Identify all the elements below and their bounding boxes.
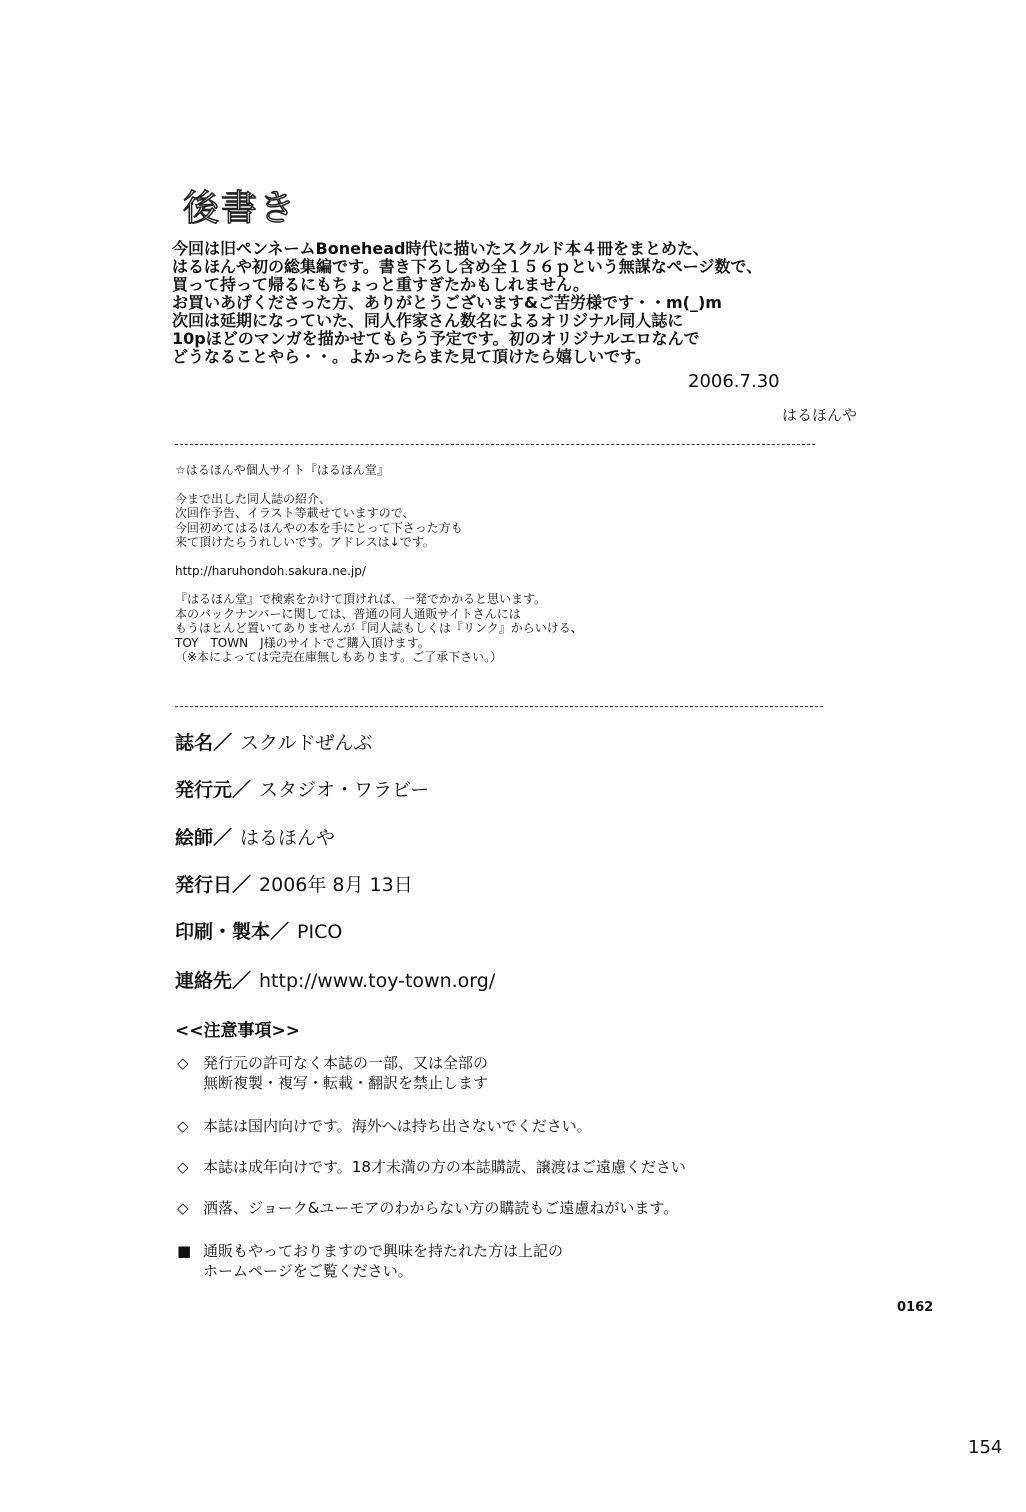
afterword-line: お買いあげくださった方、ありがとうございます&ご苦労様です・・m(_)m (172, 293, 722, 312)
diamond-icon: ◇ (177, 1158, 189, 1176)
site-url[interactable]: http://haruhondoh.sakura.ne.jp/ (175, 563, 366, 578)
notice-item (177, 1157, 686, 1177)
colophon-label: 発行日／ (175, 874, 252, 896)
colophon-contact-row (175, 966, 495, 993)
site-note-line: 本のバックナンバーに関しては、普通の同人通販サイトさんには (175, 606, 521, 621)
notice-item (177, 1198, 678, 1218)
afterword-line: どうなることやら・・。よかったらまた見て頂けたら嬉しいです。 (172, 347, 651, 366)
afterword-date: 2006.7.30 (688, 371, 780, 392)
colophon-artist-row (175, 823, 335, 850)
notice-line: 洒落、ジョーク&ユーモアのわからない方の購読もご遠慮ねがいます。 (203, 1199, 679, 1217)
notice-item (177, 1241, 563, 1281)
notice-line: 本誌は国内向けです。海外へは持ち出さないでください。 (203, 1117, 592, 1135)
afterword-line: はるほんや初の総集編です。書き下ろし含め全１５６ｐという無謀なページ数で、 (172, 257, 763, 276)
colophon-value: スクルドぜんぶ (240, 732, 373, 754)
notices-heading: <<注意事項>> (175, 1021, 300, 1041)
diamond-icon: ◇ (177, 1054, 189, 1072)
site-note-line: TOY TOWN J様のサイトでご購入頂けます。 (175, 635, 430, 650)
divider (175, 706, 823, 707)
colophon-publisher-row (175, 775, 429, 802)
afterword-title: 後書き (183, 188, 298, 229)
colophon-value: 2006年 8月 13日 (259, 874, 413, 896)
site-intro-line: 来て頂けたらうれしいです。アドレスは↓です。 (175, 535, 435, 549)
colophon-printer-row (175, 917, 342, 944)
divider (175, 444, 815, 445)
site-intro-line: 今回初めてはるほんやの本を手にとって下さった方も (175, 520, 463, 535)
site-heading: ☆はるほんや個人サイト『はるほん堂』 (175, 463, 389, 477)
colophon-label: 発行元／ (175, 779, 252, 801)
colophon-label: 印刷・製本／ (175, 921, 290, 943)
site-note-line: 『はるほん堂』で検索をかけて頂ければ、一発でかかると思います。 (175, 592, 547, 606)
page-number: 154 (968, 1437, 1003, 1458)
site-note-line: もうほとんど置いてありませんが『同人誌もしくは『リンク』からいける、 (175, 621, 583, 635)
afterword-line: 次回は延期になっていた、同人作家さん数名によるオリジナル同人誌に (172, 311, 684, 330)
notice-line: 無断複製・複写・転載・翻訳を禁止します (203, 1074, 489, 1092)
afterword-line: 10pほどのマンガを描かせてもらう予定です。初のオリジナルエロなんで (172, 329, 700, 348)
colophon-label: 連絡先／ (175, 970, 252, 992)
notice-line: 発行元の許可なく本誌の一部、又は全部の (203, 1054, 489, 1072)
notice-item (177, 1116, 592, 1136)
square-icon: ■ (177, 1242, 192, 1260)
colophon-date-row (175, 870, 413, 897)
site-note-line: （※本によっては完売在庫無しもあります。ご了承下さい。） (175, 650, 503, 664)
notice-line: ホームページをご覧ください。 (203, 1262, 413, 1280)
notice-line: 通販もやっておりますので興味を持たれた方は上記の (203, 1242, 564, 1260)
colophon-label: 誌名／ (175, 732, 233, 754)
colophon-value[interactable]: http://www.toy-town.org/ (259, 970, 496, 992)
colophon-value: スタジオ・ワラビー (259, 779, 430, 801)
afterword-line: 買って持って帰るにもちょっと重すぎたかもしれません。 (172, 275, 589, 294)
diamond-icon: ◇ (177, 1117, 189, 1135)
colophon-title-row (175, 728, 372, 755)
afterword-line: 今回は旧ペンネームBonehead時代に描いたスクルド本４冊をまとめた、 (172, 239, 709, 258)
scan-code: 0162 (897, 1300, 934, 1315)
afterword-signature: はるほんや (782, 406, 858, 424)
colophon-label: 絵師／ (175, 827, 233, 849)
colophon-value: はるほんや (240, 827, 336, 849)
colophon-value: PICO (297, 921, 343, 943)
notice-item (177, 1053, 488, 1093)
notice-line: 本誌は成年向けです。18才未満の方の本誌購読、譲渡はご遠慮ください (203, 1158, 686, 1176)
afterword-body (172, 240, 872, 366)
diamond-icon: ◇ (177, 1199, 189, 1217)
site-info (175, 463, 835, 665)
site-intro-line: 今まで出した同人誌の紹介、 (175, 491, 332, 506)
site-intro-line: 次回作予告、イラスト等載せていますので、 (175, 506, 415, 520)
